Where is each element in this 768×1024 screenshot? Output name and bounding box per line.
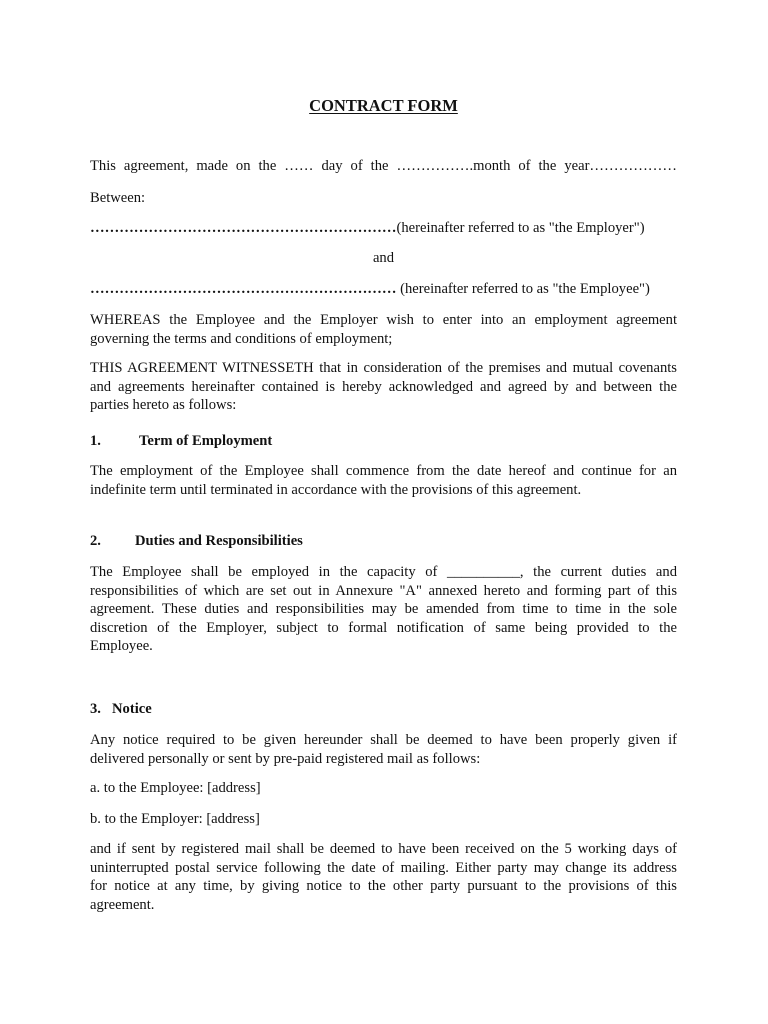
section-line: discretion of the Employer, subject to formal notification of same being provided to the [90,619,677,636]
and-label: and [372,250,395,266]
section-line: The Employee shall be employed in the capacity of __________, the current duties and [90,564,677,580]
employer-reference: (hereinafter referred to as "the Employer") [396,220,645,236]
section-line: delivered personally or sent by pre-paid registered mail as follows: [90,750,481,767]
section-line: Any notice required to be given hereunder shall be deemed to have been properly given if [90,732,677,748]
witnesseth-line: THIS AGREEMENT WITNESSETH that in consideration of the premises and mutual covenants [90,360,677,376]
section-number: 3. [90,701,101,717]
section-line: indefinite term until terminated in accordance with the provisions of this agreement. [90,481,582,498]
section-title: Term of Employment [139,433,273,449]
section-heading-duties [90,532,303,551]
section-body-duties [90,563,677,656]
section-line: for notice at any time, by giving notice to the other party pursuant to the provisions of this [90,878,677,894]
employee-reference: (hereinafter referred to as "the Employee") [396,281,650,297]
whereas-line: WHEREAS the Employee and the Employer wish to enter into an employment agreement [90,312,677,328]
section-heading-notice [90,700,152,719]
section-number: 2. [90,533,101,549]
witnesseth-line: and agreements hereinafter contained is hereby acknowledged and agreed by and between the [90,378,677,395]
section-title: Duties and Responsibilities [135,533,303,549]
section-line: Employee. [90,638,153,654]
whereas-line: governing the terms and conditions of employment; [90,330,393,347]
section-body-term [90,462,677,499]
section-line: The employment of the Employee shall commence from the date hereof and continue for an [90,463,677,479]
section-line: agreement. These duties and responsibilities may be amended from time to time in the sole [90,601,677,617]
notice-closing-paragraph [90,840,677,914]
date-line-paragraph [90,157,677,176]
section-line: uninterrupted postal service following the date of mailing. Either party may change its address [90,859,677,876]
document-title: CONTRACT FORM [309,96,458,115]
section-line: responsibilities of which are set out in Annexure "A" annexed hereto and forming part of this [90,582,677,599]
employer-line [90,219,677,238]
employer-name-blank: ……………………………………………………… [90,220,397,236]
notice-address-employee: a. to the Employee: [address] [90,780,261,796]
document-page [90,0,677,1024]
section-number: 1. [90,433,101,449]
witnesseth-paragraph [90,359,677,415]
employee-name-blank: ……………………………………………………… [90,281,397,297]
between-label: Between: [90,190,146,206]
section-line: and if sent by registered mail shall be deemed to have been received on the 5 working days of [90,841,677,857]
section-body-notice [90,731,677,768]
section-line: agreement. [90,896,155,913]
employee-line [90,280,677,299]
whereas-paragraph [90,311,677,348]
section-title: Notice [112,701,152,717]
witnesseth-line: parties hereto as follows: [90,397,237,413]
notice-address-employer: b. to the Employer: [address] [90,811,260,827]
date-line: This agreement, made on the …… day of the …………….month of the year……………… [90,158,677,174]
section-heading-term [90,432,272,451]
